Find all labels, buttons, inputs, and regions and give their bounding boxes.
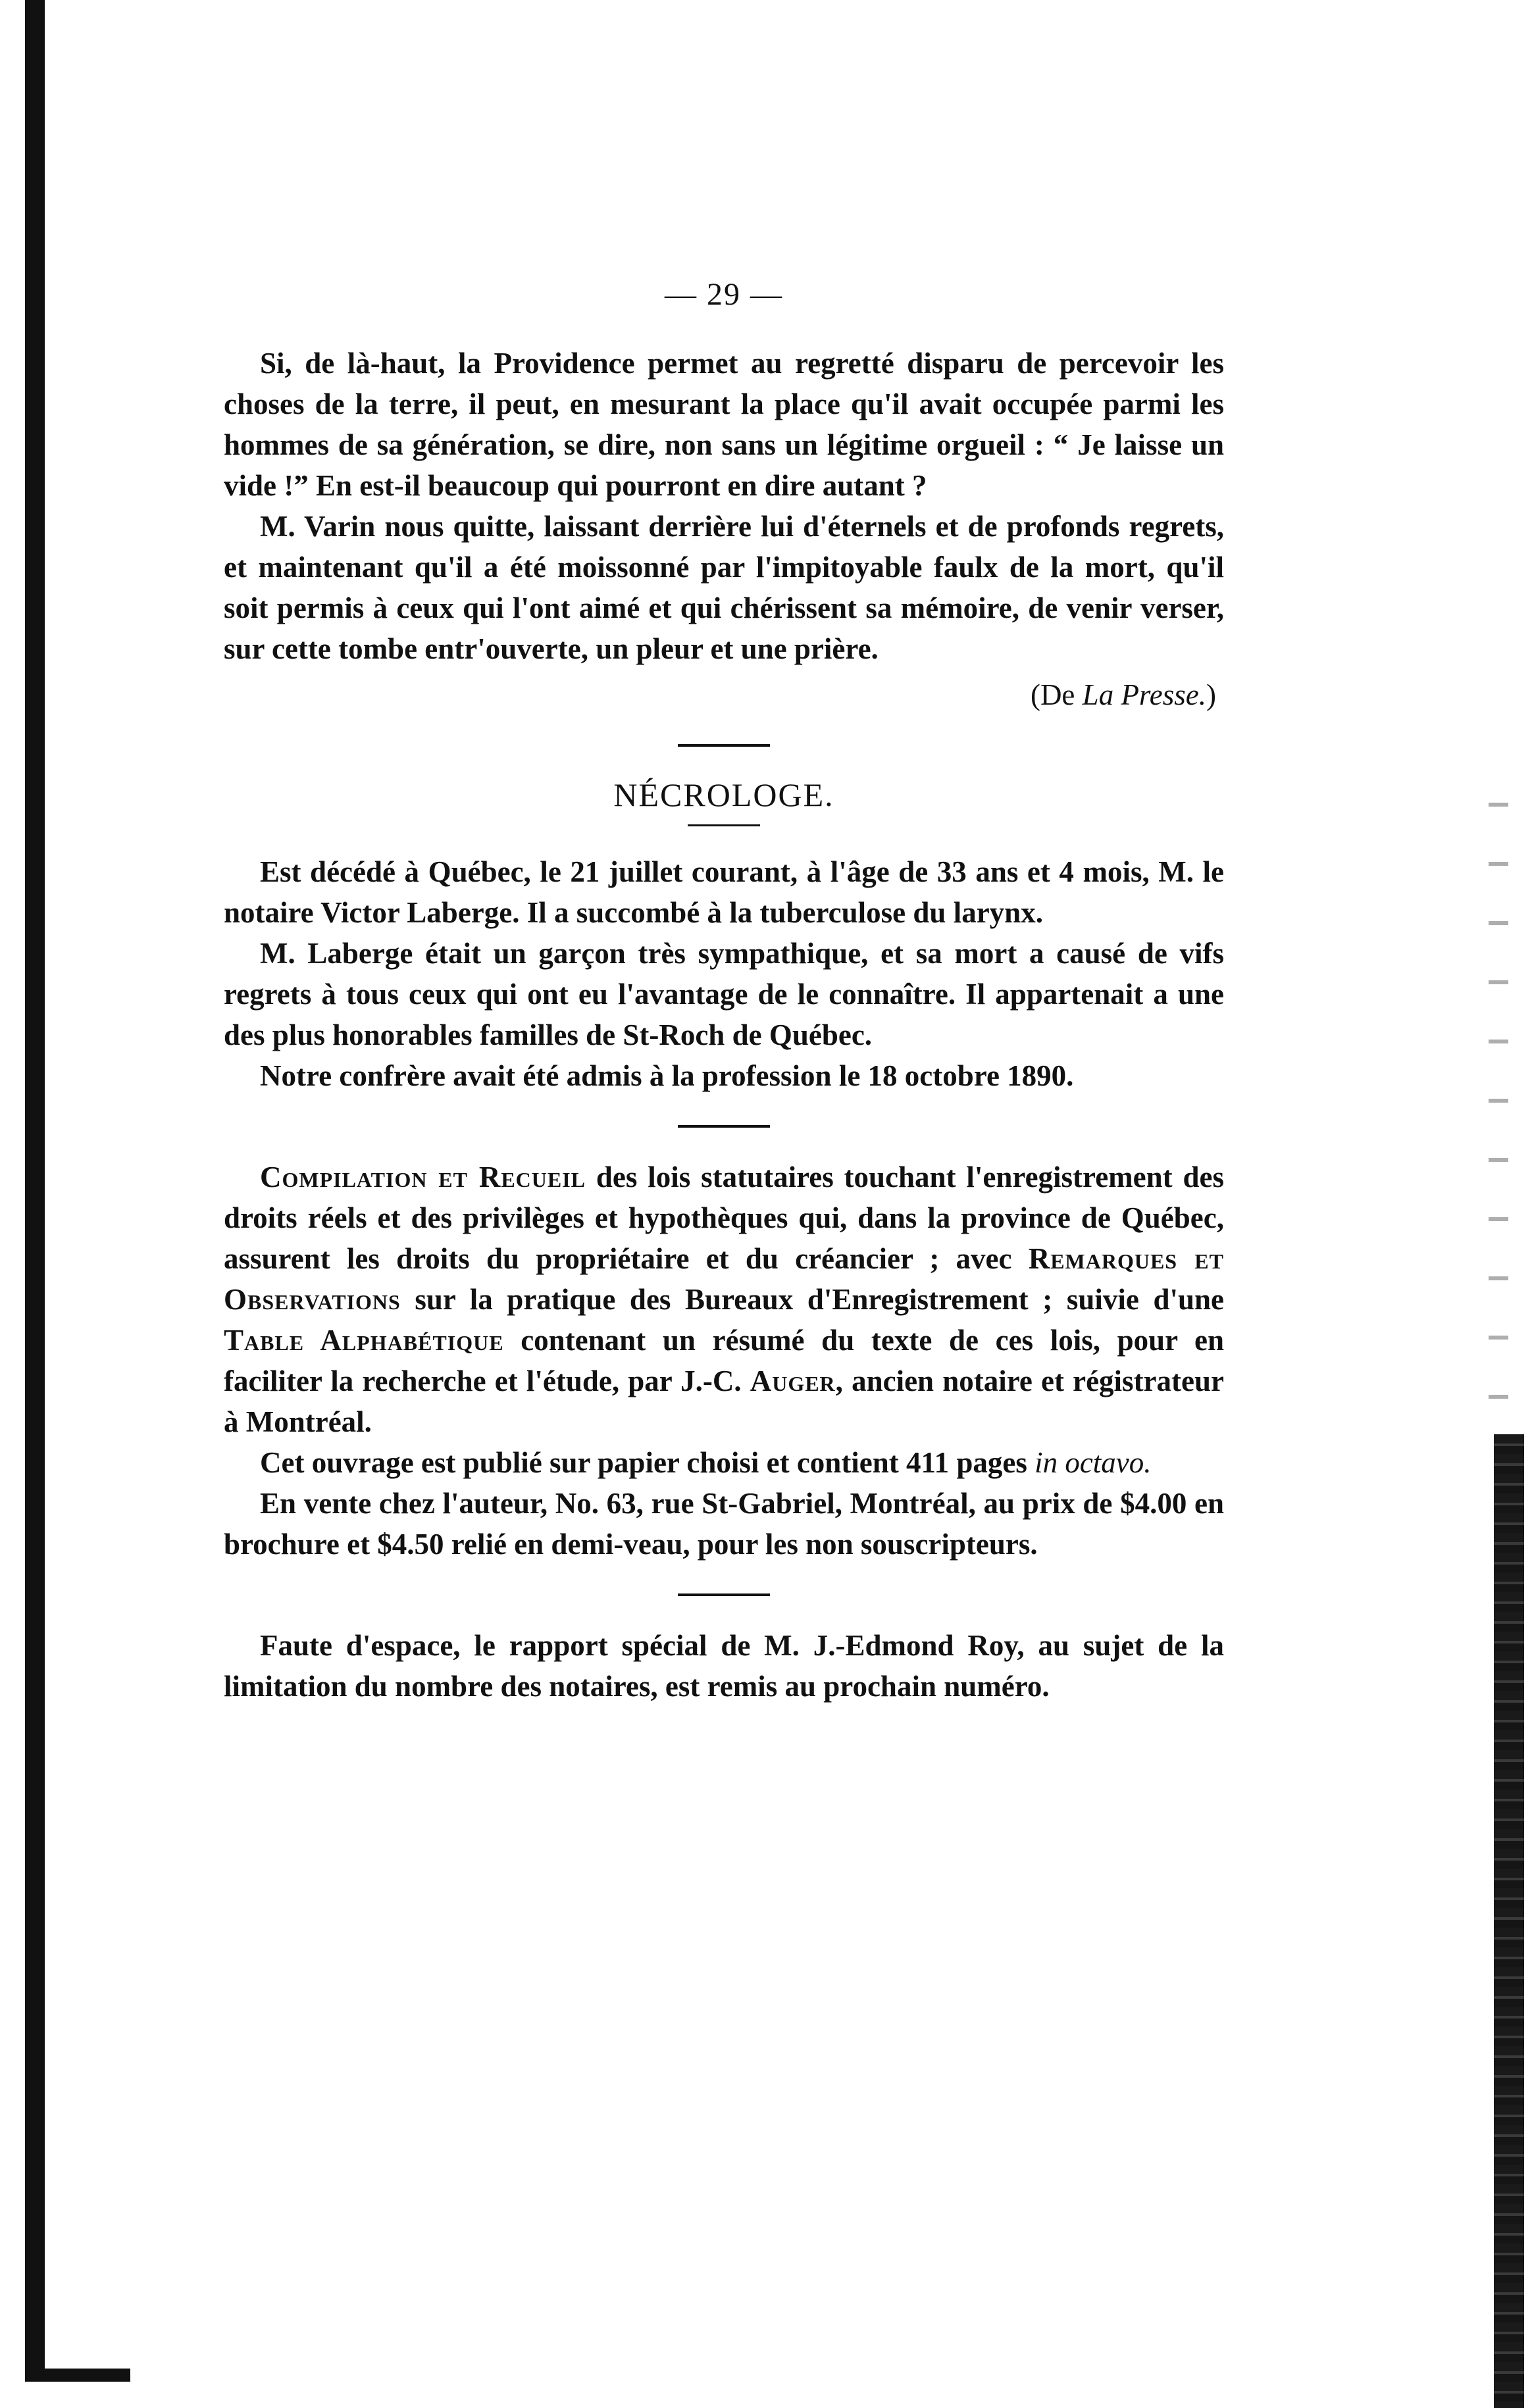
obituary-paragraph-2: M. Varin nous quitte, laissant derrière lui d'éternels et de profonds regrets, et maintenant qu'il a été moissonné par l'impitoyable faulx de la mort, qu'il soit permis à ceux qui l'ont aimé et qui chérissent sa mémoire, de venir verser, sur cette tombe entr'ouverte, un pleur et une prière. (224, 510, 1224, 665)
compilation-text-c: contenant un résumé du texte de ces lois, pour en faciliter la recherche et l'étude, par J.-C. (224, 1324, 1225, 1397)
necrologe-section (224, 776, 1224, 1096)
notice-paragraph: Faute d'espace, le rapport spécial de M. J.-Edmond Roy, au sujet de la limitation du nombre des notaires, est remis au prochain numéro. (224, 1629, 1224, 1703)
necrologe-paragraph-2: M. Laberge était un garçon très sympathique, et sa mort a causé de vifs regrets à tous ceux qui ont eu l'avantage de le connaître. Il appartenait a une des plus honorables familles de St-Roch de Québec. (224, 937, 1224, 1051)
obituary-varin-section (224, 343, 1224, 715)
binding-shadow-left-foot (25, 2369, 130, 2382)
attribution-source: La Presse. (1082, 678, 1206, 711)
compilation-p2-format: in octavo. (1034, 1446, 1152, 1479)
compilation-p2-main: Cet ouvrage est publié sur papier choisi et contient 411 pages (260, 1446, 1035, 1479)
notice-section (224, 1625, 1224, 1707)
compilation-paragraph-1 (224, 1157, 1224, 1442)
necrologe-paragraph-1: Est décédé à Québec, le 21 juillet courant, à l'âge de 33 ans et 4 mois, M. le notaire Victor Laberge. Il a succombé à la tuberculose du larynx. (224, 855, 1224, 929)
section-divider (678, 1125, 770, 1128)
compilation-paragraph-2 (224, 1442, 1224, 1483)
compilation-text-d: , ancien notaire et régistrateur à Montréal. (224, 1365, 1224, 1438)
page-edge-specks (1489, 776, 1508, 1421)
compilation-title: Compilation et Recueil (260, 1161, 586, 1193)
section-divider (678, 744, 770, 747)
compilation-author: Auger (750, 1365, 836, 1397)
obituary-paragraph-1: Si, de là-haut, la Providence permet au regretté disparu de percevoir les choses de la terre, il peut, en mesurant la place qu'il avait occupée parmi les hommes de sa génération, se dire, non sans un légitime orgueil : “ Je laisse un vide !” En est-il beaucoup qui pourront en dire autant ? (224, 347, 1224, 502)
page-number: — 29 — (665, 277, 783, 312)
necrologe-paragraph-3: Notre confrère avait été admis à la profession le 18 octobre 1890. (260, 1059, 1074, 1092)
necrologe-heading: NÉCROLOGE. (613, 776, 834, 813)
compilation-paragraph-3: En vente chez l'auteur, No. 63, rue St-Gabriel, Montréal, au prix de $4.00 en brochure et $4.50 relié en demi-veau, pour les non souscripteurs. (224, 1487, 1224, 1561)
text-column (224, 276, 1224, 1707)
compilation-text-b: sur la pratique des Bureaux d'Enregistrement ; suivie d'une (400, 1283, 1224, 1316)
heading-underline-rule (688, 824, 760, 826)
attribution-suffix: ) (1206, 678, 1216, 711)
source-attribution (224, 674, 1216, 715)
compilation-text-a: des lois statutaires touchant l'enregistrement des droits réels et des privilèges et hypothèques qui, dans la province de Québec, assurent les droits du propriétaire et du créancier ; avec (224, 1161, 1224, 1275)
compilation-table-title: Table Alphabétique (224, 1324, 504, 1357)
binding-shadow-right (1494, 1434, 1524, 2408)
section-divider (678, 1593, 770, 1596)
binding-shadow-left (25, 0, 45, 2382)
compilation-advert-section (224, 1157, 1224, 1565)
attribution-prefix: (De (1030, 678, 1083, 711)
compilation-remarks-title: Remarques et Observations (224, 1242, 1224, 1316)
